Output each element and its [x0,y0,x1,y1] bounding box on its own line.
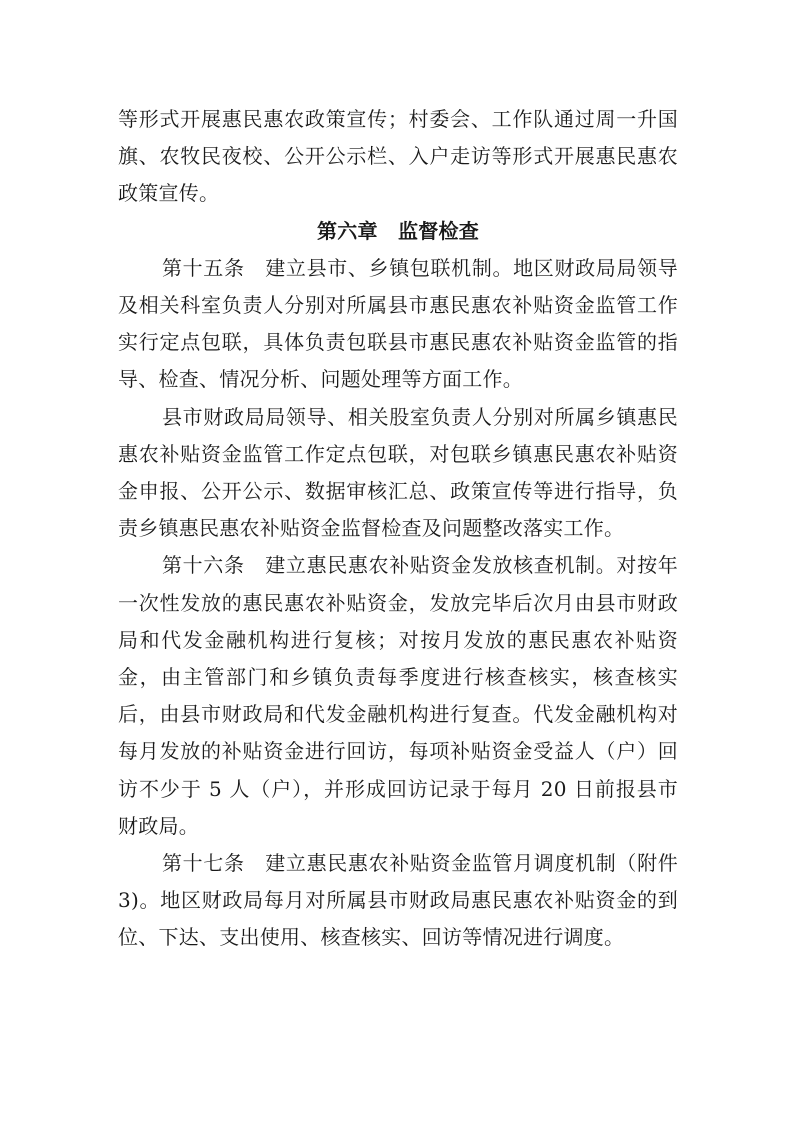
document-body [118,101,685,957]
article-17-paragraph: 第十七条 建立惠民惠农补贴资金监管月调度机制（附件 3)。地区财政局每月对所属县市财政局惠民惠农补贴资金的到位、下达、支出使用、核查核实、回访等情况进行调度。 [118,851,685,950]
paragraph-continued: 等形式开展惠民惠农政策宣传；村委会、工作队通过周一升国旗、农牧民夜校、公开公示栏、入户走访等形式开展惠民惠农政策宣传。 [118,107,678,206]
article-16-paragraph: 第十六条 建立惠民惠农补贴资金发放核查机制。对按年一次性发放的惠民惠农补贴资金，发放完毕后次月由县市财政局和代发金融机构进行复核；对按月发放的惠民惠农补贴资金，由主管部门和乡镇负责每季度进行核查核实，核查核实后，由县市财政局和代发金融机构进行复查。代发金融机构对每月发放的补贴资金进行回访，每项补贴资金受益人（户）回访不少于 5 人（户），并形成回访记录于每月 20 日前报县市财政局。 [118,553,678,838]
chapter-title: 第六章 监督检查 [317,218,479,243]
county-contact-paragraph: 县市财政局局领导、相关股室负责人分别对所属乡镇惠民惠农补贴资金监管工作定点包联，对包联乡镇惠民惠农补贴资金申报、公开公示、数据审核汇总、政策宣传等进行指导，负责乡镇惠民惠农补贴资金监督检查及问题整改落实工作。 [118,404,678,541]
article-15-paragraph: 第十五条 建立县市、乡镇包联机制。地区财政局局领导及相关科室负责人分别对所属县市惠民惠农补贴资金监管工作实行定点包联，具体负责包联县市惠民惠农补贴资金监管的指导、检查、情况分析、问题处理等方面工作。 [118,255,678,392]
